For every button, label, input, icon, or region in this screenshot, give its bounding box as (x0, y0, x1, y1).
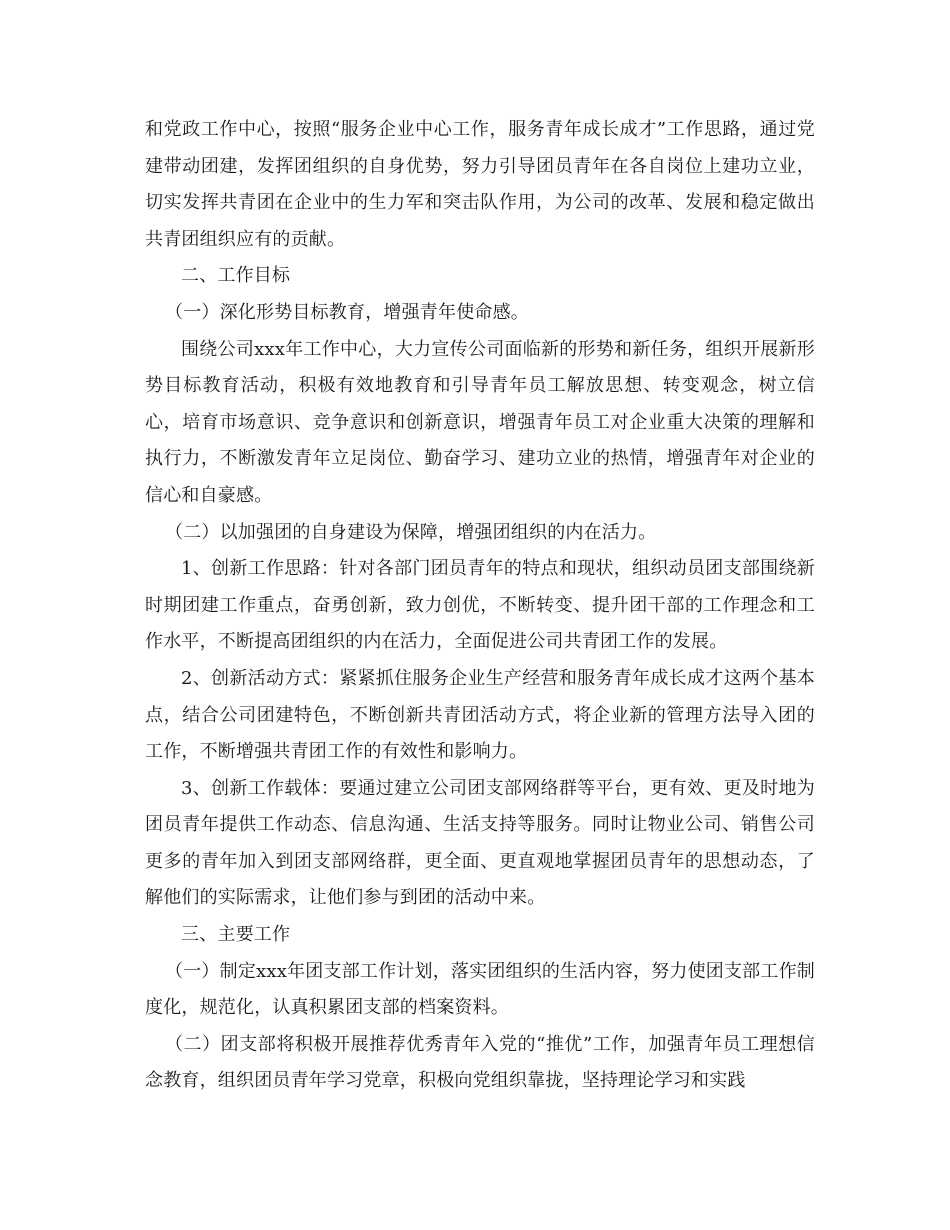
paragraph-innovate-carrier: 3、创新工作载体：要通过建立公司团支部网络群等平台，更有效、更及时地为团员青年提供工作动态、信息沟通、生活支持等服务。同时让物业公司、销售公司更多的青年加入到团支部网络群，更全面、更直观地掌握团员青年的思想动态，了解他们的实际需求，让他们参与到团的活动中来。 (145, 777, 815, 909)
subheading-self-building: （二）以加强团的自身建设为保障，增强团组织的内在活力。 (165, 521, 657, 543)
paragraph-innovate-thinking: 1、创新工作思路：针对各部门团员青年的特点和现状，组织动员团支部围绕新时期团建工作重点，奋勇创新，致力创优，不断转变、提升团干部的工作理念和工作水平，不断提高团组织的内在活力，全面促进公司共青团工作的发展。 (145, 558, 815, 653)
subheading-situation-education: （一）深化形势目标教育，增强青年使命感。 (165, 301, 529, 323)
paragraph-innovate-activities: 2、创新活动方式：紧紧抓住服务企业生产经营和服务青年成长成才这两个基本点，结合公司团建特色，不断创新共青团活动方式，将企业新的管理方法导入团的工作，不断增强共青团工作的有效性和影响力。 (145, 667, 815, 763)
heading-main-work: 三、主要工作 (181, 924, 291, 946)
paragraph-situation-education: 围绕公司xxx年工作中心，大力宣传公司面临新的形势和新任务，组织开展新形势目标教育活动，积极有效地教育和引导青年员工解放思想、转变观念，树立信心，培育市场意识、竞争意识和创新意识，增强青年员工对企业重大决策的理解和执行力，不断激发青年立足岗位、勤奋学习、建功立业的热情，增强青年对企业的信心和自豪感。 (145, 338, 815, 506)
paragraph-work-plan: （一）制定xxx年团支部工作计划，落实团组织的生活内容，努力使团支部工作制度化，规范化，认真积累团支部的档案资料。 (145, 960, 815, 1019)
document-body (145, 112, 815, 1100)
paragraph-recommend-excellent: （二）团支部将积极开展推荐优秀青年入党的“推优”工作，加强青年员工理想信念教育，组织团员青年学习党章，积极向党组织靠拢，坚持理论学习和实践 (145, 1033, 815, 1092)
heading-work-goals: 二、工作目标 (181, 265, 291, 287)
paragraph-intro-continued: 和党政工作中心，按照“服务企业中心工作，服务青年成长成才”工作思路，通过党建带动团建，发挥团组织的自身优势，努力引导团员青年在各自岗位上建功立业，切实发挥共青团在企业中的生力军和突击队作用，为公司的改革、发展和稳定做出共青团组织应有的贡献。 (145, 119, 815, 250)
